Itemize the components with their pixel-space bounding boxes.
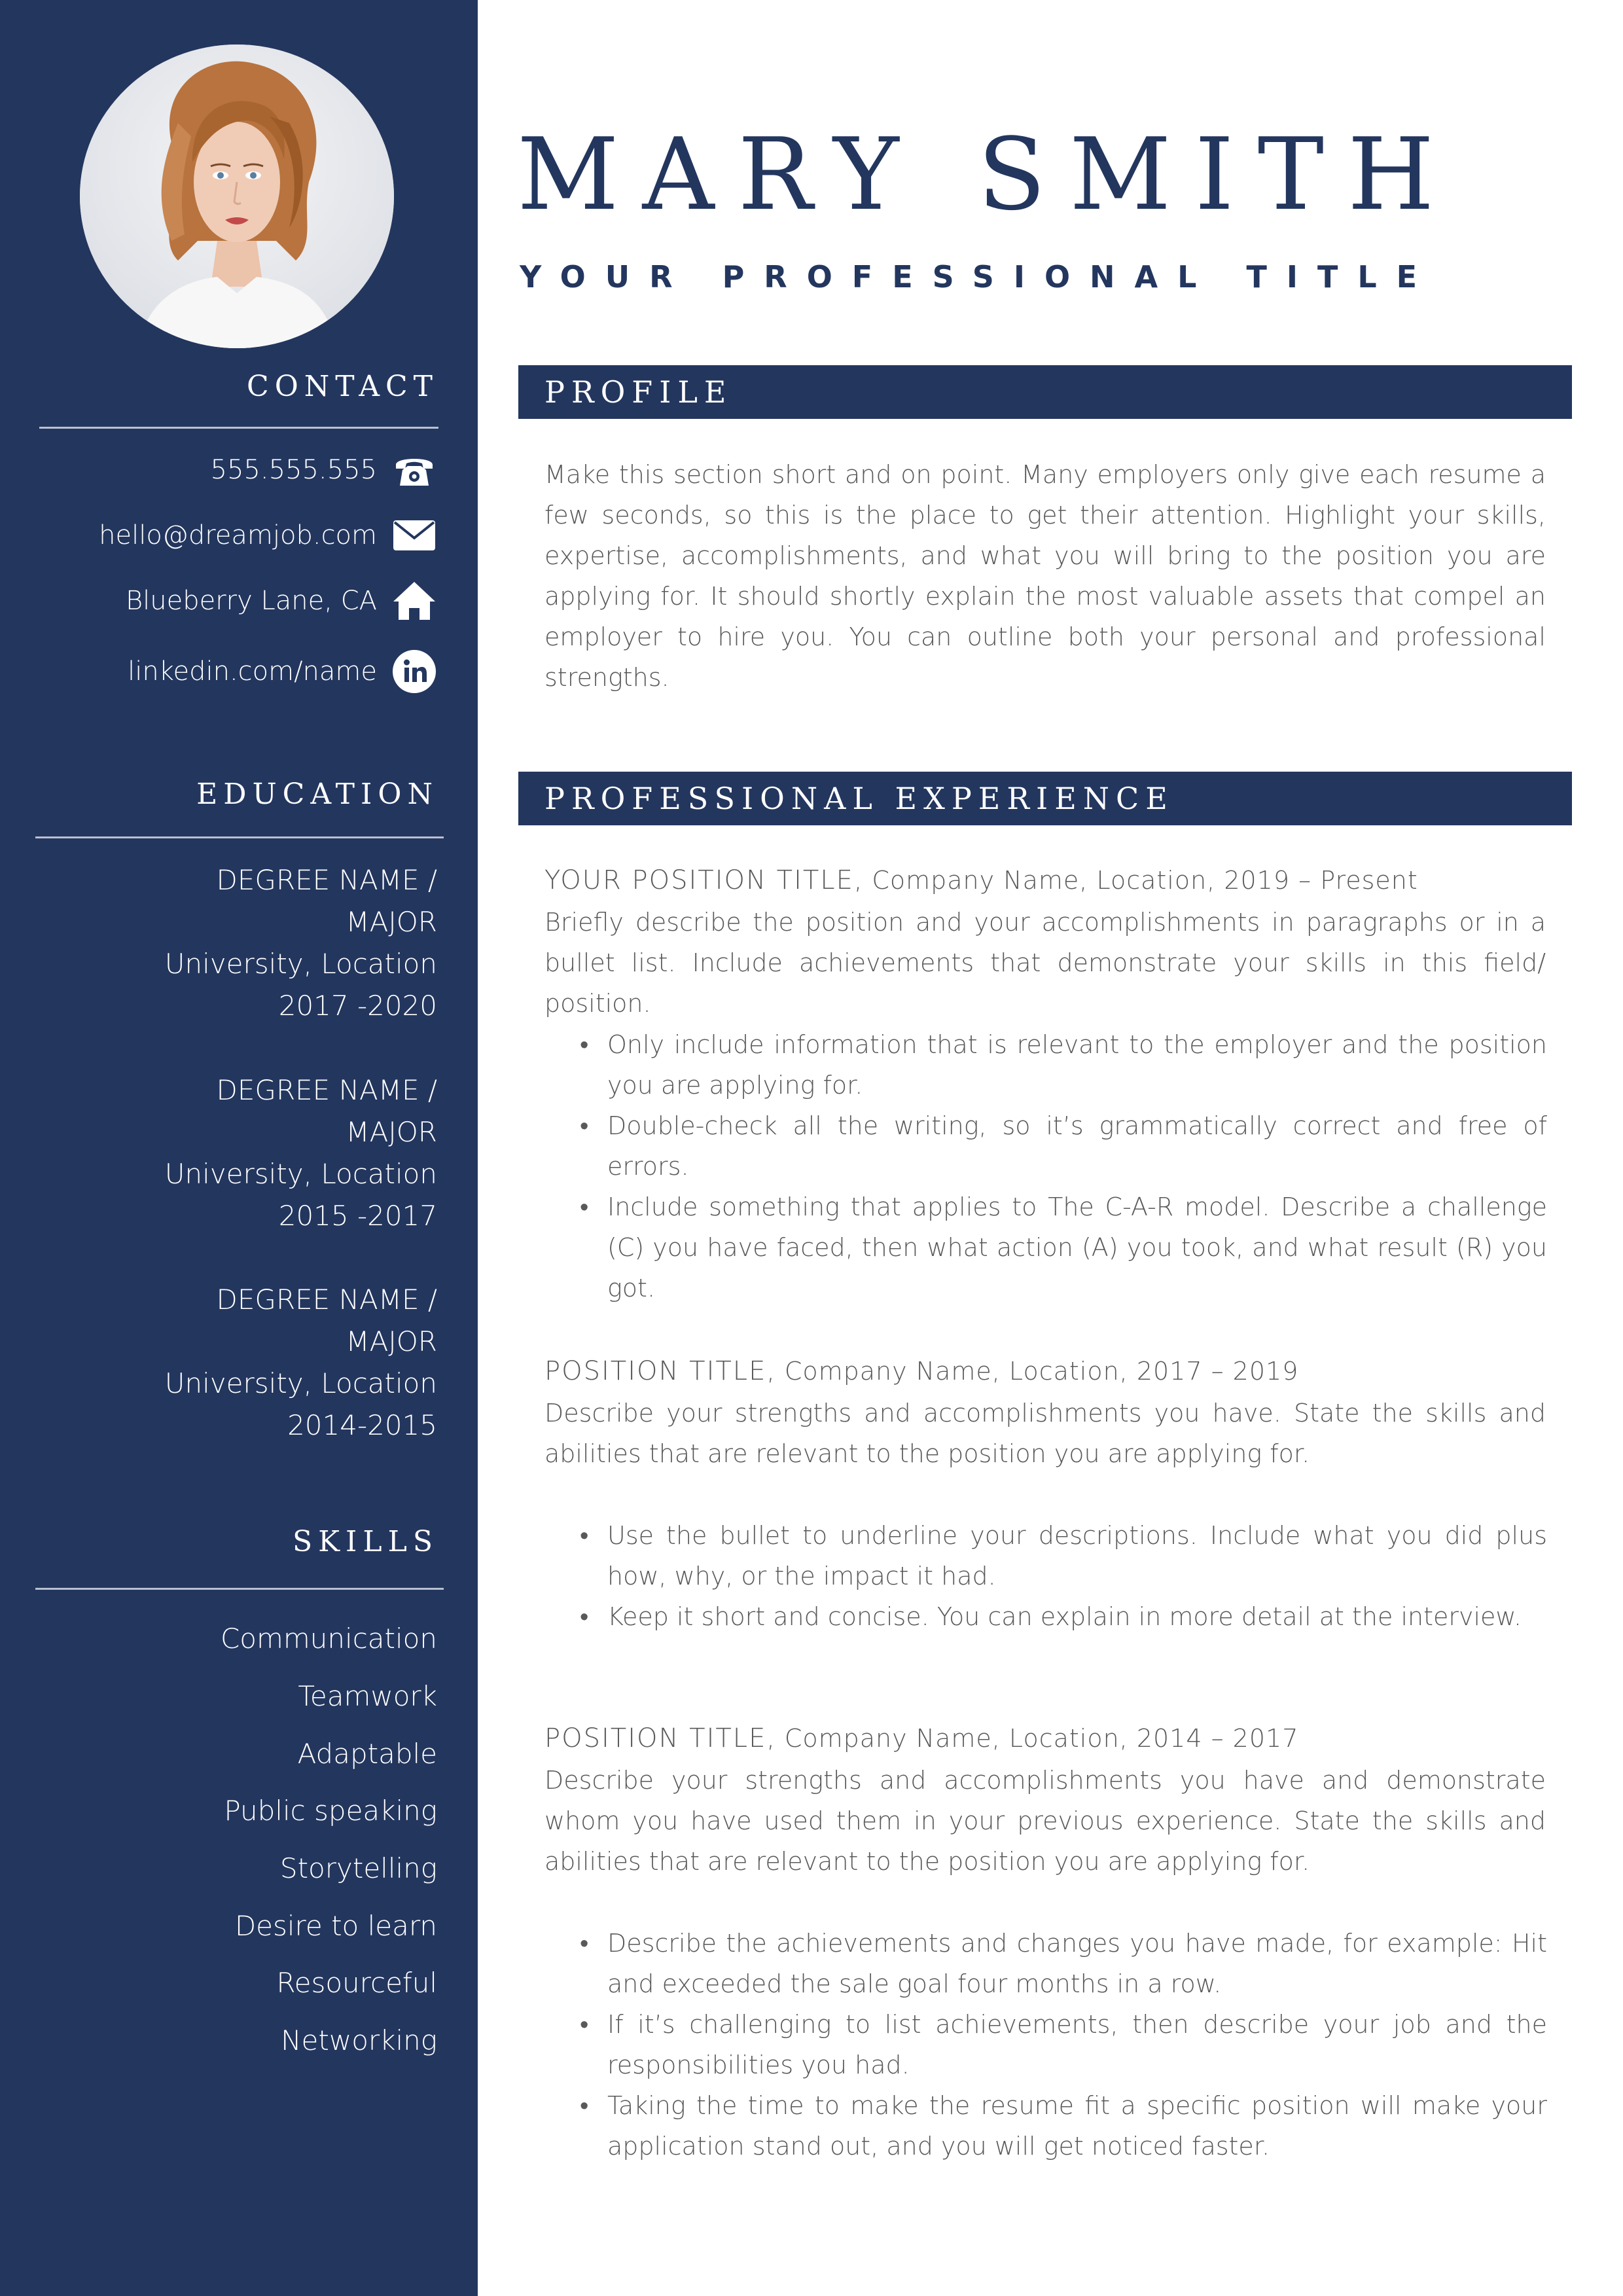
- school-location: University, Location: [164, 948, 437, 980]
- profile-header-bar: [518, 365, 1572, 419]
- job-position: POSITION TITLE,: [544, 1356, 777, 1386]
- degree-major: MAJOR: [346, 1116, 437, 1148]
- linkedin-icon: [391, 651, 437, 692]
- contact-email[interactable]: [18, 514, 437, 556]
- education-entry: [31, 1279, 437, 1446]
- job-details: Company Name, Location, 2019 – Present: [872, 866, 1418, 895]
- bullet-item: • Include something that applies to The C-A-R model. Describe a challenge (C) you have faced, then what action (A) you took, and what result (R) you got.: [576, 1187, 1547, 1308]
- experience-header-bar: [518, 772, 1572, 825]
- bullet-item: • If it’s challenging to list achievements, then describe your job and the responsibilities you had.: [576, 2004, 1547, 2085]
- bullet-item: • Keep it short and concise. You can explain in more detail at the interview.: [576, 1596, 1547, 1637]
- job-heading: [544, 860, 1565, 901]
- envelope-icon: [391, 514, 437, 556]
- contact-address[interactable]: [18, 580, 437, 622]
- bullet-item: • Use the bullet to underline your descriptions. Include what you did plus how, why, or the impact it had.: [576, 1515, 1547, 1596]
- job-description: Describe your strengths and accomplishments you have and demonstrate whom you have used them in your previous experience. State the skills and abilities that are relevant to the position you are applying for.: [544, 1766, 1546, 1876]
- skill-item: Teamwork: [298, 1680, 437, 1712]
- skill-item: Desire to learn: [234, 1910, 437, 1942]
- profile-heading: PROFILE: [544, 374, 733, 410]
- job-description: Briefly describe the position and your accomplishments in paragraphs or in a bullet list. Include achievements that demonstrate your skills in this field/ position.: [544, 908, 1546, 1018]
- job-details: Company Name, Location, 2014 – 2017: [784, 1724, 1299, 1753]
- skill-item: Communication: [220, 1623, 437, 1655]
- skills-divider: [35, 1588, 444, 1590]
- professional-title: YOUR PROFESSIONAL TITLE: [520, 259, 1437, 295]
- degree-name: DEGREE NAME /: [216, 1283, 437, 1316]
- job-bullets: [576, 1515, 1547, 1637]
- portrait-image: [80, 45, 394, 348]
- skill-item: Resourceful: [276, 1967, 437, 1999]
- experience-heading: PROFESSIONAL EXPERIENCE: [544, 781, 1174, 816]
- bullet-item: • Taking the time to make the resume fit a specific position will make your application stand out, and you will get noticed faster.: [576, 2085, 1547, 2166]
- address-text: Blueberry Lane, CA: [125, 586, 377, 616]
- degree-name: DEGREE NAME /: [216, 864, 437, 896]
- school-location: University, Location: [164, 1367, 437, 1399]
- home-icon: [391, 580, 437, 622]
- phone-icon: [391, 449, 437, 491]
- education-heading: EDUCATION: [196, 778, 438, 811]
- contact-linkedin[interactable]: [18, 651, 437, 692]
- education-years: 2017 -2020: [278, 990, 437, 1022]
- education-years: 2015 -2017: [278, 1200, 437, 1232]
- education-entry: [31, 1069, 437, 1237]
- candidate-name: MARY SMITH: [517, 117, 1458, 232]
- job-heading: [544, 1718, 1565, 1759]
- job-details: Company Name, Location, 2017 – 2019: [784, 1357, 1299, 1386]
- email-text: hello@dreamjob.com: [99, 520, 377, 550]
- skill-item: Networking: [281, 2024, 437, 2056]
- skill-item: Storytelling: [279, 1852, 437, 1884]
- school-location: University, Location: [164, 1158, 437, 1190]
- sidebar: [0, 0, 478, 2296]
- job-description: Describe your strengths and accomplishments you have. State the skills and abilities that are relevant to the position you are applying for.: [544, 1399, 1546, 1468]
- skills-heading: SKILLS: [293, 1525, 438, 1558]
- contact-heading: CONTACT: [247, 370, 438, 403]
- skill-item: Adaptable: [297, 1738, 437, 1770]
- profile-text: Make this section short and on point. Many employers only give each resume a few seconds, so this is the place to get their attention. Highlight your skills, expertise, accomplishments, and what you will bring to the position you are applying for. It should shortly explain the most valuable assets that compel an employer to hire you. You can outline both your personal and professional strengths.: [544, 460, 1546, 692]
- education-divider: [35, 836, 444, 838]
- degree-name: DEGREE NAME /: [216, 1074, 437, 1106]
- contact-divider: [39, 427, 438, 429]
- job-heading: [544, 1351, 1565, 1391]
- profile-photo: [80, 45, 394, 348]
- skill-item: Public speaking: [224, 1795, 437, 1827]
- job-position: POSITION TITLE,: [544, 1723, 777, 1753]
- bullet-item: • Describe the achievements and changes you have made, for example: Hit and exceeded the sale goal four months in a row.: [576, 1923, 1547, 2004]
- bullet-item: • Only include information that is relevant to the employer and the position you are applying for.: [576, 1024, 1547, 1105]
- education-years: 2014-2015: [287, 1409, 437, 1441]
- job-bullets: [576, 1024, 1547, 1308]
- contact-phone[interactable]: [18, 449, 437, 491]
- job-bullets: [576, 1923, 1547, 2166]
- bullet-item: • Double-check all the writing, so it’s grammatically correct and free of errors.: [576, 1105, 1547, 1187]
- phone-text: 555.555.555: [210, 455, 377, 485]
- degree-major: MAJOR: [346, 1325, 437, 1357]
- education-entry: [31, 859, 437, 1027]
- linkedin-text: linkedin.com/name: [128, 656, 377, 687]
- degree-major: MAJOR: [346, 906, 437, 938]
- job-position: YOUR POSITION TITLE,: [544, 865, 864, 895]
